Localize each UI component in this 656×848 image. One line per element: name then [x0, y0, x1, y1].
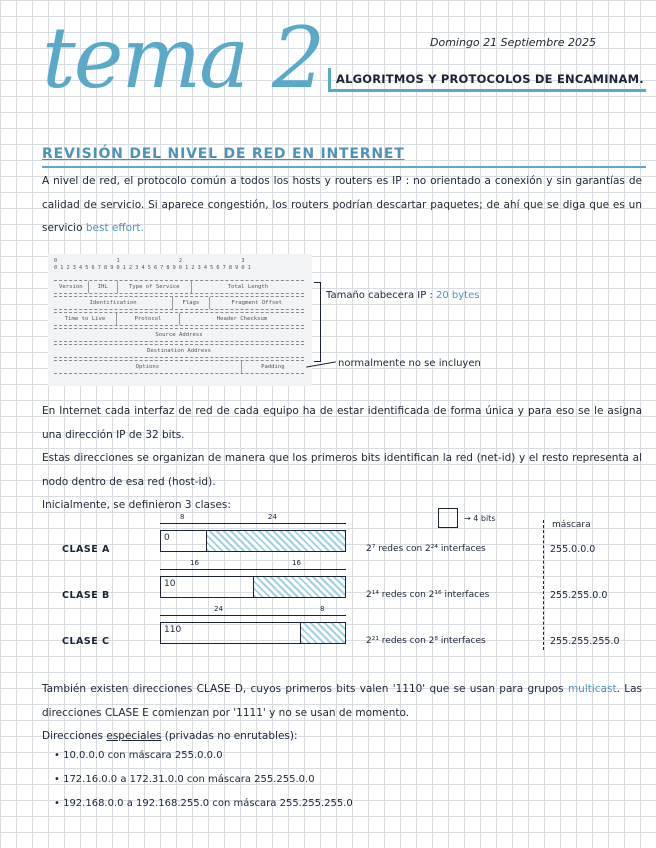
class-c-info: 2²¹ redes con 2⁸ interfaces — [366, 636, 486, 646]
class-a-prefix: 0 — [161, 531, 207, 551]
page-title: tema 2 — [42, 9, 324, 107]
class-a-host-rule — [206, 523, 346, 524]
section-divider — [42, 166, 646, 168]
field-header-checksum: Header Checksum — [179, 313, 304, 325]
header-size-bracket — [314, 282, 321, 362]
addressing-line-1: En Internet cada interfaz de red de cada equipo ha de estar identificada de forma única y para eso se le asigna una dirección IP de 32 bits. — [42, 405, 642, 441]
class-e-text: . Las direcciones CLASE E comienzan por '1111' y no se usan de momento. — [42, 683, 642, 719]
bit-ruler-tens: 0 1 2 3 — [54, 258, 245, 264]
class-c-net-bits: 24 — [214, 605, 223, 613]
class-b-host-bits: 16 — [292, 559, 301, 567]
field-protocol: Protocol — [116, 313, 179, 325]
addressing-paragraph — [42, 400, 642, 518]
addressing-line-2: Estas direcciones se organizan de manera que los primeros bits identifican la red (net-id) y el resto representa al nodo dentro de esa red (host-id). — [42, 452, 642, 488]
class-b-host-rule — [253, 569, 346, 570]
class-a-net-bits: 8 — [180, 513, 185, 521]
intro-paragraph — [42, 170, 642, 241]
header-size-value: 20 bytes — [436, 290, 480, 301]
date-label: Domingo 21 Septiembre 2025 — [430, 36, 596, 49]
class-b-net-bits: 16 — [190, 559, 199, 567]
ip-header-row-5 — [54, 344, 304, 358]
special-rest: (privadas no enrutables): — [164, 730, 298, 742]
mask-header: máscara — [552, 520, 591, 530]
other-classes-paragraph — [42, 678, 642, 749]
ip-header-row-2 — [54, 296, 304, 310]
list-item: • 172.16.0.0 a 172.31.0.0 con máscara 255.255.0.0 — [54, 774, 315, 785]
class-c-host-bits: 8 — [320, 605, 325, 613]
field-options: Options — [135, 364, 160, 370]
special-address-3: 192.168.0.0 a 192.168.255.0 con máscara 255.255.255.0 — [63, 798, 353, 809]
field-version: Version — [59, 284, 83, 290]
field-destination-address: Destination Address — [147, 348, 211, 354]
class-c-host-rule — [300, 615, 346, 616]
mask-divider — [543, 520, 544, 650]
bit-ruler-units: 0 1 2 3 4 5 6 7 8 9 0 1 2 3 4 5 6 7 8 9 0 1 2 3 4 5 6 7 8 9 0 1 — [54, 265, 251, 271]
special-word: especiales — [106, 730, 162, 742]
ip-header-row-6 — [54, 360, 304, 374]
bit-legend-text: → 4 bits — [464, 514, 496, 523]
class-c-box — [160, 622, 346, 644]
subtitle: ALGORITMOS Y PROTOCOLOS DE ENCAMINAM. — [336, 72, 644, 86]
class-b-mask: 255.255.0.0 — [550, 590, 608, 601]
class-c-host-field — [301, 623, 345, 643]
special-address-1: 10.0.0.0 con máscara 255.0.0.0 — [63, 750, 223, 761]
addressing-line-3: Inicialmente, se definieron 3 clases: — [42, 499, 231, 511]
ip-header-row-4 — [54, 328, 304, 342]
best-effort-highlight: best effort. — [85, 222, 144, 234]
field-total-length: Total Length — [191, 281, 304, 293]
bit-legend-box — [438, 508, 458, 528]
class-b-info: 2¹⁴ redes con 2¹⁶ interfaces — [366, 590, 490, 600]
class-c-label: CLASE C — [62, 636, 110, 647]
header-size-label: Tamaño cabecera IP : — [326, 290, 433, 301]
field-identification: Identification — [89, 300, 137, 306]
list-item: • 10.0.0.0 con máscara 255.0.0.0 — [54, 750, 223, 761]
ip-header-row-3 — [54, 312, 304, 326]
class-b-host-field — [254, 577, 345, 597]
special-address-2: 172.16.0.0 a 172.31.0.0 con máscara 255.255.0.0 — [63, 774, 315, 785]
field-fragment-offset: Fragment Offset — [209, 297, 304, 309]
class-a-box — [160, 530, 346, 552]
ip-header-bit-ruler — [54, 258, 251, 272]
class-a-label: CLASE A — [62, 544, 110, 555]
class-c-prefix: 110 — [161, 623, 301, 643]
class-b-net-rule — [160, 569, 253, 570]
class-d-text: También existen direcciones CLASE D, cuyos primeros bits valen '1110' que se usan para grupos — [42, 683, 564, 695]
intro-text: A nivel de red, el protocolo común a todos los hosts y routers es IP : no orientado a conexión y sin garantías de calidad de servicio. Si aparece congestión, los routers podrían descartar paquetes; de ahí que se diga que es un servicio — [42, 175, 642, 234]
options-note: normalmente no se incluyen — [338, 358, 481, 369]
class-c-mask: 255.255.255.0 — [550, 636, 620, 647]
multicast-highlight: multicast — [567, 683, 617, 695]
list-item: • 192.168.0.0 a 192.168.255.0 con máscara 255.255.255.0 — [54, 798, 353, 809]
class-a-host-field — [207, 531, 345, 551]
class-a-net-rule — [160, 523, 206, 524]
field-ihl: IHL — [88, 281, 117, 293]
class-a-mask: 255.0.0.0 — [550, 544, 596, 555]
field-flags: Flags — [172, 297, 208, 309]
special-lead: Direcciones — [42, 730, 104, 742]
field-tos: Type of Service — [117, 281, 191, 293]
field-source-address: Source Address — [155, 332, 203, 338]
class-a-info: 2⁷ redes con 2²⁴ interfaces — [366, 544, 486, 554]
class-b-prefix: 10 — [161, 577, 254, 597]
ip-header-row-1 — [54, 280, 304, 294]
section-heading: REVISIÓN DEL NIVEL DE RED EN INTERNET — [42, 146, 405, 162]
class-c-net-rule — [160, 615, 300, 616]
field-padding: Padding — [241, 361, 304, 373]
class-a-host-bits: 24 — [268, 513, 277, 521]
field-ttl: Time to Live — [64, 316, 106, 322]
header-size-note — [326, 290, 479, 301]
class-b-label: CLASE B — [62, 590, 110, 601]
class-b-box — [160, 576, 346, 598]
